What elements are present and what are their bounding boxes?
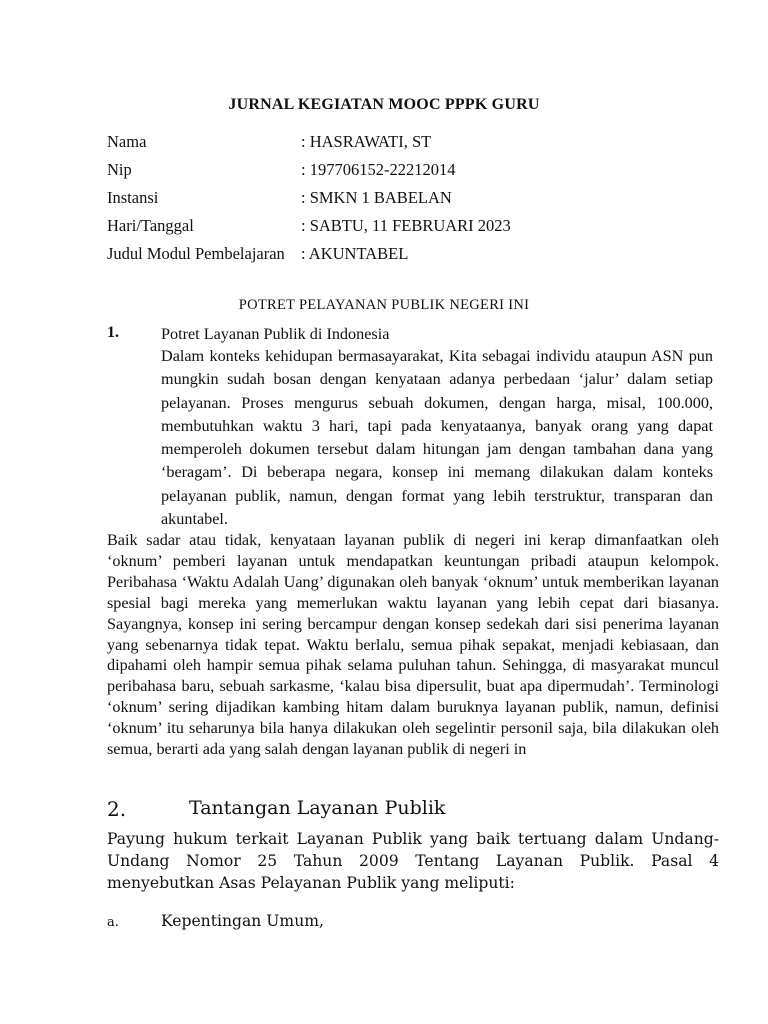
list-marker: a. — [107, 915, 119, 930]
section-heading: POTRET PELAYANAN PUBLIK NEGERI INI — [238, 297, 530, 313]
item-number: 2. — [107, 797, 127, 821]
info-label: Hari/Tanggal — [107, 216, 194, 235]
item-title: Potret Layanan Publik di Indonesia — [161, 325, 390, 343]
info-label: Nip — [107, 160, 132, 179]
body-paragraph: Payung hukum terkait Layanan Publik yang baik tertuang dalam Undang-Undang Nomor 25 Tahun 2009 Tentang Layanan Publik. Pasal 4 menyebutkan Asas Pelayanan Publik yang meliputi: — [107, 830, 719, 892]
info-row-nip — [107, 159, 707, 187]
identity-table — [107, 131, 707, 271]
info-label: Judul Modul Pembelajaran — [107, 244, 285, 263]
item-paragraph: Dalam konteks kehidupan bermasayarakat, Kita sebagai individu ataupun ASN pun mungkin sudah bosan dengan kenyataan adanya perbedaan ‘jalur’ dalam setiap pelayanan. Proses mengurus sebuah dokumen, dengan harga, misal, 100.000, membutuhkan waktu 3 hari, tapi pada kenyataanya, banyak orang yang dapat memperoleh dokumen tersebut dalam hitungan jam dengan tambahan dana yang ‘beragam’. Di beberapa negara, konsep ini memang dilakukan dalam konteks pelayanan publik, namun, dengan format yang lebih terstruktur, transparan dan akuntabel. — [161, 347, 713, 529]
item-number: 1. — [107, 324, 119, 341]
document-title: JURNAL KEGIATAN MOOC PPPK GURU — [228, 96, 540, 113]
info-value: : 197706152-22212014 — [301, 160, 456, 179]
info-row-nama — [107, 131, 707, 159]
info-value: : HASRAWATI, ST — [301, 132, 432, 151]
info-label: Instansi — [107, 188, 159, 207]
info-row-judul-modul — [107, 243, 707, 271]
info-value: : SMKN 1 BABELAN — [301, 188, 452, 207]
body-paragraph: Baik sadar atau tidak, kenyataan layanan publik di negeri ini kerap dimanfaatkan oleh ‘oknum’ pemberi layanan untuk mendapatkan keuntungan pribadi ataupun kelompok. Peribahasa ‘Waktu Adalah Uang’ digunakan oleh banyak ‘oknum’ untuk memberikan layanan spesial bagi mereka yang memerlukan waktu layanan yang lebih cepat dari biasanya. Sayangnya, konsep ini sering bercampur dengan konsep sedekah dari sisi penerima layanan yang sebenarnya tidak tepat. Waktu berlalu, semua pihak sepakat, menjadi kebiasaan, dan dipahami oleh hampir semua pihak selama puluhan tahun. Sehingga, di masyarakat muncul peribahasa baru, sebuah sarkasme, ‘kalau bisa dipersulit, buat apa dipermudah’. Terminologi ‘oknum’ sering dijadikan kambing hitam dalam buruknya layanan publik, namun, definisi ‘oknum’ itu seharunya bila hanya dilakukan oleh segelintir personil saja, bila dilakukan oleh semua, berarti ada yang salah dengan layanan publik di negeri in — [107, 531, 719, 759]
item-heading: Tantangan Layanan Publik — [189, 797, 446, 819]
info-value: : AKUNTABEL — [301, 244, 409, 263]
info-label: Nama — [107, 132, 147, 151]
info-row-instansi — [107, 187, 707, 215]
list-item: Kepentingan Umum, — [161, 912, 325, 930]
item-1-block — [161, 323, 713, 531]
info-value: : SABTU, 11 FEBRUARI 2023 — [301, 216, 511, 235]
info-row-hari-tanggal — [107, 215, 707, 243]
